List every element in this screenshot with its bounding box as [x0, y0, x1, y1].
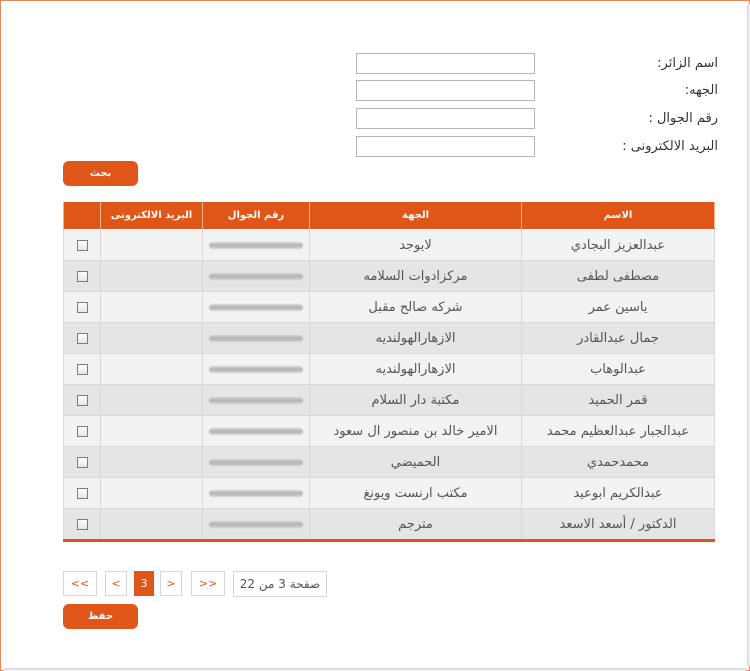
cell-mobile — [203, 354, 310, 385]
pager-last-button[interactable]: >> — [191, 571, 225, 596]
table-row — [64, 385, 715, 416]
cell-select — [64, 447, 101, 478]
table-row — [64, 261, 715, 292]
redacted-phone — [209, 397, 303, 404]
cell-entity: الازهارالهولنديه — [310, 323, 522, 354]
cell-mobile — [203, 385, 310, 416]
cell-entity: مكتبة دار السلام — [310, 385, 522, 416]
cell-name: عبدالوهاب — [522, 354, 715, 385]
mobile-row — [0, 108, 750, 130]
column-header-email[interactable]: البريد الالكترونى — [101, 202, 203, 230]
row-select-checkbox[interactable] — [77, 488, 88, 499]
row-select-checkbox[interactable] — [77, 364, 88, 375]
cell-select — [64, 509, 101, 541]
redacted-phone — [209, 428, 303, 435]
cell-entity: لايوجد — [310, 230, 522, 261]
cell-select — [64, 354, 101, 385]
cell-name: عبدالعزيز البجادي — [522, 230, 715, 261]
cell-name: عبدالكريم ابوعيد — [522, 478, 715, 509]
cell-email — [101, 509, 203, 541]
table-row — [64, 354, 715, 385]
row-select-checkbox[interactable] — [77, 519, 88, 530]
row-select-checkbox[interactable] — [77, 426, 88, 437]
cell-name: الدكتور / أسعد الاسعد — [522, 509, 715, 541]
cell-select — [64, 230, 101, 261]
cell-select — [64, 292, 101, 323]
cell-mobile — [203, 509, 310, 541]
cell-email — [101, 385, 203, 416]
cell-mobile — [203, 323, 310, 354]
visitor-name-label: اسم الزائر: — [657, 56, 718, 71]
pager-info: صفحة 3 من 22 — [233, 571, 327, 597]
column-header-entity[interactable]: الجهة — [310, 202, 522, 230]
email-row — [0, 136, 750, 158]
cell-entity: مترجم — [310, 509, 522, 541]
email-label: البريد الالكترونى : — [622, 139, 718, 154]
row-select-checkbox[interactable] — [77, 333, 88, 344]
cell-name: جمال عبدالقادر — [522, 323, 715, 354]
table-row — [64, 447, 715, 478]
cell-name: قمر الحميد — [522, 385, 715, 416]
cell-email — [101, 478, 203, 509]
cell-name: عبدالجبار عبدالعظيم محمد — [522, 416, 715, 447]
pager-current-page[interactable]: 3 — [134, 571, 154, 596]
table-header-row — [64, 202, 715, 230]
cell-email — [101, 323, 203, 354]
column-header-mobile[interactable]: رقم الجوال — [203, 202, 310, 230]
cell-mobile — [203, 292, 310, 323]
cell-select — [64, 416, 101, 447]
cell-entity: الازهارالهولنديه — [310, 354, 522, 385]
column-header-name[interactable]: الاسم — [522, 202, 715, 230]
redacted-phone — [209, 273, 303, 280]
cell-email — [101, 292, 203, 323]
cell-mobile — [203, 447, 310, 478]
row-select-checkbox[interactable] — [77, 302, 88, 313]
row-select-checkbox[interactable] — [77, 240, 88, 251]
visitors-table — [63, 202, 715, 542]
table-row — [64, 478, 715, 509]
mobile-input[interactable] — [356, 108, 535, 129]
entity-row — [0, 80, 750, 102]
table-row — [64, 416, 715, 447]
cell-entity: مركزادوات السلامه — [310, 261, 522, 292]
cell-mobile — [203, 230, 310, 261]
cell-mobile — [203, 478, 310, 509]
cell-name: ياسين عمر — [522, 292, 715, 323]
redacted-phone — [209, 335, 303, 342]
cell-email — [101, 447, 203, 478]
search-button[interactable]: بحث — [63, 161, 138, 186]
entity-label: الجهه: — [684, 83, 718, 98]
cell-select — [64, 261, 101, 292]
redacted-phone — [209, 490, 303, 497]
redacted-phone — [209, 242, 303, 249]
mobile-label: رقم الجوال : — [648, 111, 718, 126]
redacted-phone — [209, 521, 303, 528]
cell-entity: الامير خالد بن منصور ال سعود — [310, 416, 522, 447]
row-select-checkbox[interactable] — [77, 457, 88, 468]
row-select-checkbox[interactable] — [77, 395, 88, 406]
cell-mobile — [203, 261, 310, 292]
table-row — [64, 230, 715, 261]
cell-mobile — [203, 416, 310, 447]
cell-entity: شركه صالح مقبل — [310, 292, 522, 323]
pager-first-button[interactable]: << — [63, 571, 97, 596]
cell-email — [101, 416, 203, 447]
visitor-name-input[interactable] — [356, 53, 535, 74]
table-row — [64, 292, 715, 323]
cell-email — [101, 354, 203, 385]
column-header-select — [64, 202, 101, 230]
redacted-phone — [209, 304, 303, 311]
table-body — [64, 230, 715, 541]
cell-entity: الحميضي — [310, 447, 522, 478]
cell-email — [101, 261, 203, 292]
row-select-checkbox[interactable] — [77, 271, 88, 282]
cell-name: محمدحمدي — [522, 447, 715, 478]
entity-input[interactable] — [356, 80, 535, 101]
visitor-name-row — [0, 53, 750, 75]
cell-select — [64, 323, 101, 354]
save-button[interactable]: حفظ — [63, 604, 138, 629]
pager-prev-button[interactable]: < — [105, 571, 127, 596]
table-row — [64, 323, 715, 354]
redacted-phone — [209, 459, 303, 466]
table-row — [64, 509, 715, 541]
cell-select — [64, 478, 101, 509]
cell-entity: مكتب ارنست ويونغ — [310, 478, 522, 509]
redacted-phone — [209, 366, 303, 373]
pager-next-button[interactable]: > — [160, 571, 182, 596]
email-input[interactable] — [356, 136, 535, 157]
cell-name: مصطفى لطفى — [522, 261, 715, 292]
cell-email — [101, 230, 203, 261]
cell-select — [64, 385, 101, 416]
